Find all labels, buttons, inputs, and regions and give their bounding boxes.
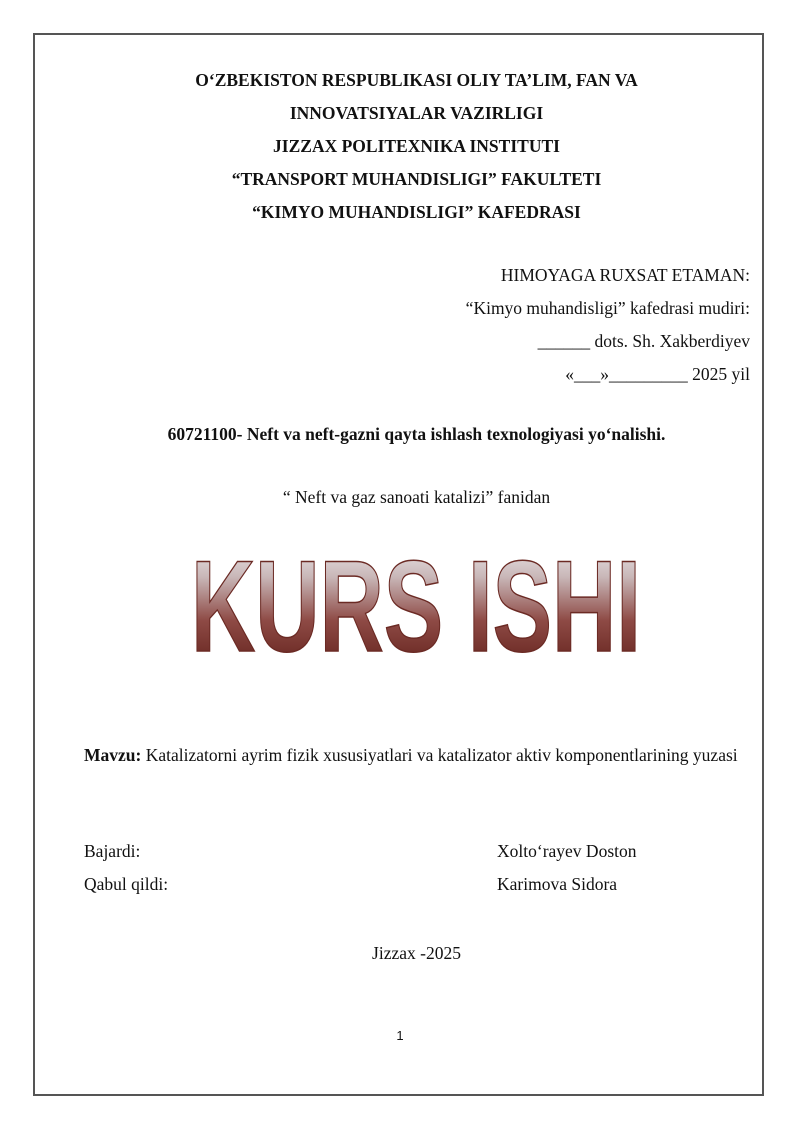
approval-signature: ______ dots. Sh. Xakberdiyev (537, 331, 750, 351)
kurs-ishi-title (0, 543, 800, 663)
department-name: “KIMYO MUHANDISLIGI” KAFEDRASI (252, 202, 581, 222)
topic-label: Mavzu: (84, 745, 142, 765)
kurs-ishi-text: KURS ISHI (191, 543, 641, 663)
approval-title: HIMOYAGA RUXSAT ETAMAN: (500, 265, 750, 285)
topic (84, 738, 764, 772)
place-year: Jizzax -2025 (372, 943, 461, 963)
done-name: Xolto‘rayev Doston (497, 841, 637, 861)
accepted-label: Qabul qildi: (84, 874, 169, 894)
topic-text: Katalizatorni ayrim fizik xususiyatlari va katalizator aktiv komponentlarining yuzasi (141, 745, 738, 765)
faculty-name: “TRANSPORT MUHANDISLIGI” FAKULTETI (231, 169, 602, 189)
ministry-line-1: O‘ZBEKISTON RESPUBLIKASI OLIY TA’LIM, FAN VA (195, 70, 638, 90)
subject-line: “ Neft va gaz sanoati katalizi” fanidan (282, 487, 551, 507)
approval-date: «___»_________ 2025 yil (565, 364, 750, 384)
page-number: 1 (396, 1028, 404, 1043)
approval-position: “Kimyo muhandisligi” kafedrasi mudiri: (465, 298, 750, 318)
institute-name: JIZZAX POLITEXNIKA INSTITUTI (273, 136, 560, 156)
done-label: Bajardi: (84, 841, 141, 861)
specialty-line: 60721100- Neft va neft-gazni qayta ishlash texnologiyasi yo‘nalishi. (167, 424, 666, 444)
ministry-line-2: INNOVATSIYALAR VAZIRLIGI (289, 103, 544, 123)
accepted-name: Karimova Sidora (497, 874, 618, 894)
